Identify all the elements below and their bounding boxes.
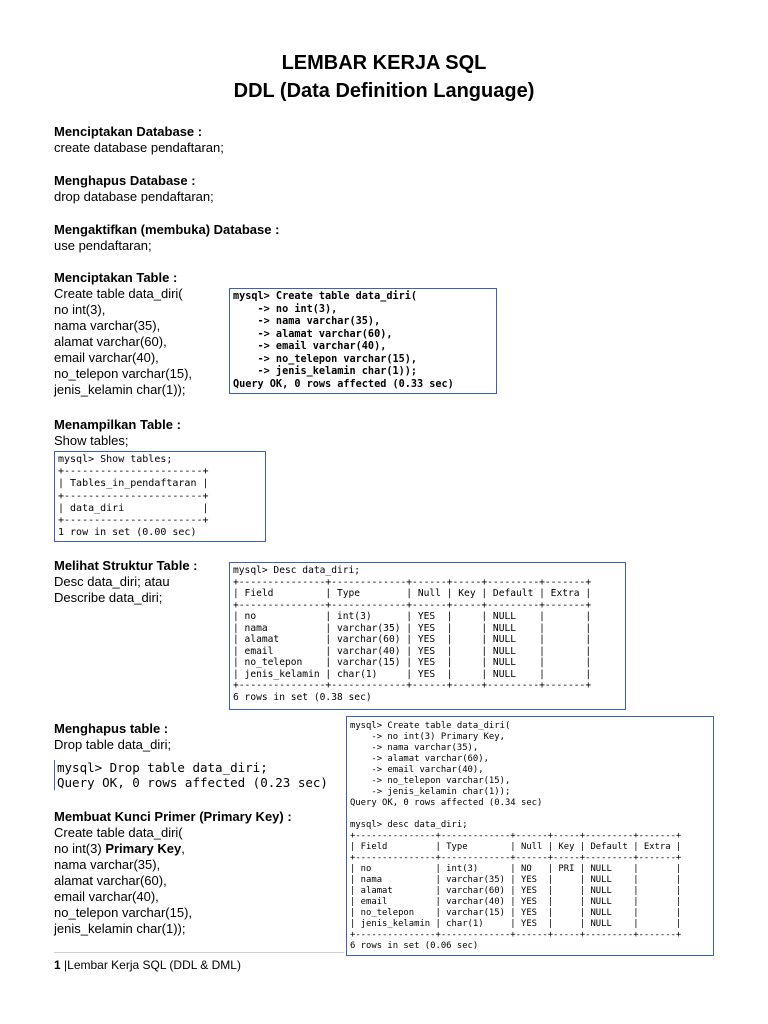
sql-line: Create table data_diri( (54, 286, 183, 301)
section-use-database (54, 222, 279, 254)
sql-line: email varchar(40), (54, 889, 159, 904)
footer-text: Lembar Kerja SQL (DDL & DML) (67, 958, 241, 972)
terminal-drop-table (54, 760, 328, 790)
terminal-create-table (229, 288, 497, 394)
terminal-describe-table (229, 562, 626, 710)
sql-line-primary-key (54, 841, 292, 857)
footer-separator: | (60, 958, 68, 972)
sql-line: alamat varchar(60), (54, 334, 167, 349)
terminal-output: mysql> Create table data_diri( -> no int(3) Primary Key, -> nama varchar(35), -> alamat varchar(60), -> email varchar(40), -> no_telepon varchar(15), -> jenis_kelamin char(1)); Query OK, 0 rows affected (0.34 sec) mysql> desc data_diri; +---------------+-------------+------+-----+---------+-------+ | Field | Type | Null | Key | Default | Extra | +---------------+-------------+------+-----+---------+-------+ | no | int(3) | NO | PRI | NULL | | | nama | varchar(35) | YES | | NULL | | | alamat | varchar(60) | YES | | NULL | | | email | varchar(40) | YES | | NULL | | | no_telepon | varchar(15) | YES | | NULL | | | jenis_kelamin | char(1) | YES | | NULL | | +---------------+-------------+------+-----+---------+-------+ 6 rows in set (0.06 sec) (350, 721, 682, 951)
sql-line-suffix: , (181, 841, 185, 856)
primary-key-keyword: Primary Key (105, 841, 182, 856)
section-create-table (54, 270, 192, 398)
sql-line: Drop table data_diri; (54, 737, 172, 752)
terminal-primary-key (346, 716, 714, 956)
terminal-output: mysql> Drop table data_diri; Query OK, 0 rows affected (0.23 sec) (57, 760, 328, 790)
sql-line: nama varchar(35), (54, 318, 161, 333)
sql-line: Desc data_diri; atau (54, 574, 170, 589)
sql-line-prefix: no int(3) (54, 841, 106, 856)
section-describe-table (54, 558, 198, 606)
section-drop-table (54, 721, 171, 753)
sql-line: drop database pendaftaran; (54, 189, 214, 204)
sql-line: Show tables; (54, 433, 129, 448)
sql-line: nama varchar(35), (54, 857, 161, 872)
sql-line: alamat varchar(60), (54, 873, 167, 888)
section-heading: Menciptakan Table : (54, 270, 178, 285)
section-heading: Menghapus table : (54, 721, 169, 736)
section-drop-database (54, 173, 214, 205)
sql-line: create database pendaftaran; (54, 140, 224, 155)
sql-line: Describe data_diri; (54, 590, 163, 605)
section-primary-key (54, 809, 292, 937)
terminal-show-tables (54, 451, 266, 542)
sql-line: no_telepon varchar(15), (54, 366, 193, 381)
sql-line: no int(3), (54, 302, 106, 317)
sql-line: Create table data_diri( (54, 825, 183, 840)
section-heading: Mengaktifkan (membuka) Database : (54, 222, 280, 237)
sql-line: use pendaftaran; (54, 238, 152, 253)
terminal-output: mysql> Desc data_diri; +---------------+-------------+------+-----+---------+-------+ | Field | Type | Null | Key | Default | Extra | +---------------+-------------+------+-----+---------+-------+ | no | int(3) | YES | | NULL | | | nama | varchar(35) | YES | | NULL | | | alamat | varchar(60) | YES | | NULL | | | email | varchar(40) | YES | | NULL | | | no_telepon | varchar(15) | YES | | NULL | | | jenis_kelamin | char(1) | YES | | NULL | | +---------------+-------------+------+-----+---------+-------+ 6 rows in set (0.38 sec) (233, 565, 592, 703)
terminal-output: mysql> Show tables; +-----------------------+ | Tables_in_pendaftaran | +-----------------------+ | data_diri | +-----------------------+ 1 row in set (0.00 sec) (58, 454, 209, 539)
page-subtitle: DDL (Data Definition Language) (233, 80, 535, 102)
page-title: LEMBAR KERJA SQL (281, 52, 487, 74)
section-heading: Menampilkan Table : (54, 417, 181, 432)
section-create-database (54, 124, 224, 156)
page-number: 1 (54, 958, 61, 972)
sql-line: jenis_kelamin char(1)); (54, 921, 186, 936)
footer-divider (54, 952, 344, 953)
section-show-tables (54, 417, 181, 449)
page-footer (54, 958, 241, 972)
sql-line: email varchar(40), (54, 350, 159, 365)
section-heading: Menghapus Database : (54, 173, 196, 188)
sql-line: jenis_kelamin char(1)); (54, 382, 186, 397)
section-heading: Menciptakan Database : (54, 124, 203, 139)
section-heading: Membuat Kunci Primer (Primary Key) : (54, 809, 292, 824)
terminal-output: mysql> Create table data_diri( -> no int(3), -> nama varchar(35), -> alamat varchar(60), -> email varchar(40), -> no_telepon varchar(15), -> jenis_kelamin char(1)); Query OK, 0 rows affected (0.33 sec) (233, 291, 454, 390)
sql-line: no_telepon varchar(15), (54, 905, 193, 920)
section-heading: Melihat Struktur Table : (54, 558, 198, 573)
